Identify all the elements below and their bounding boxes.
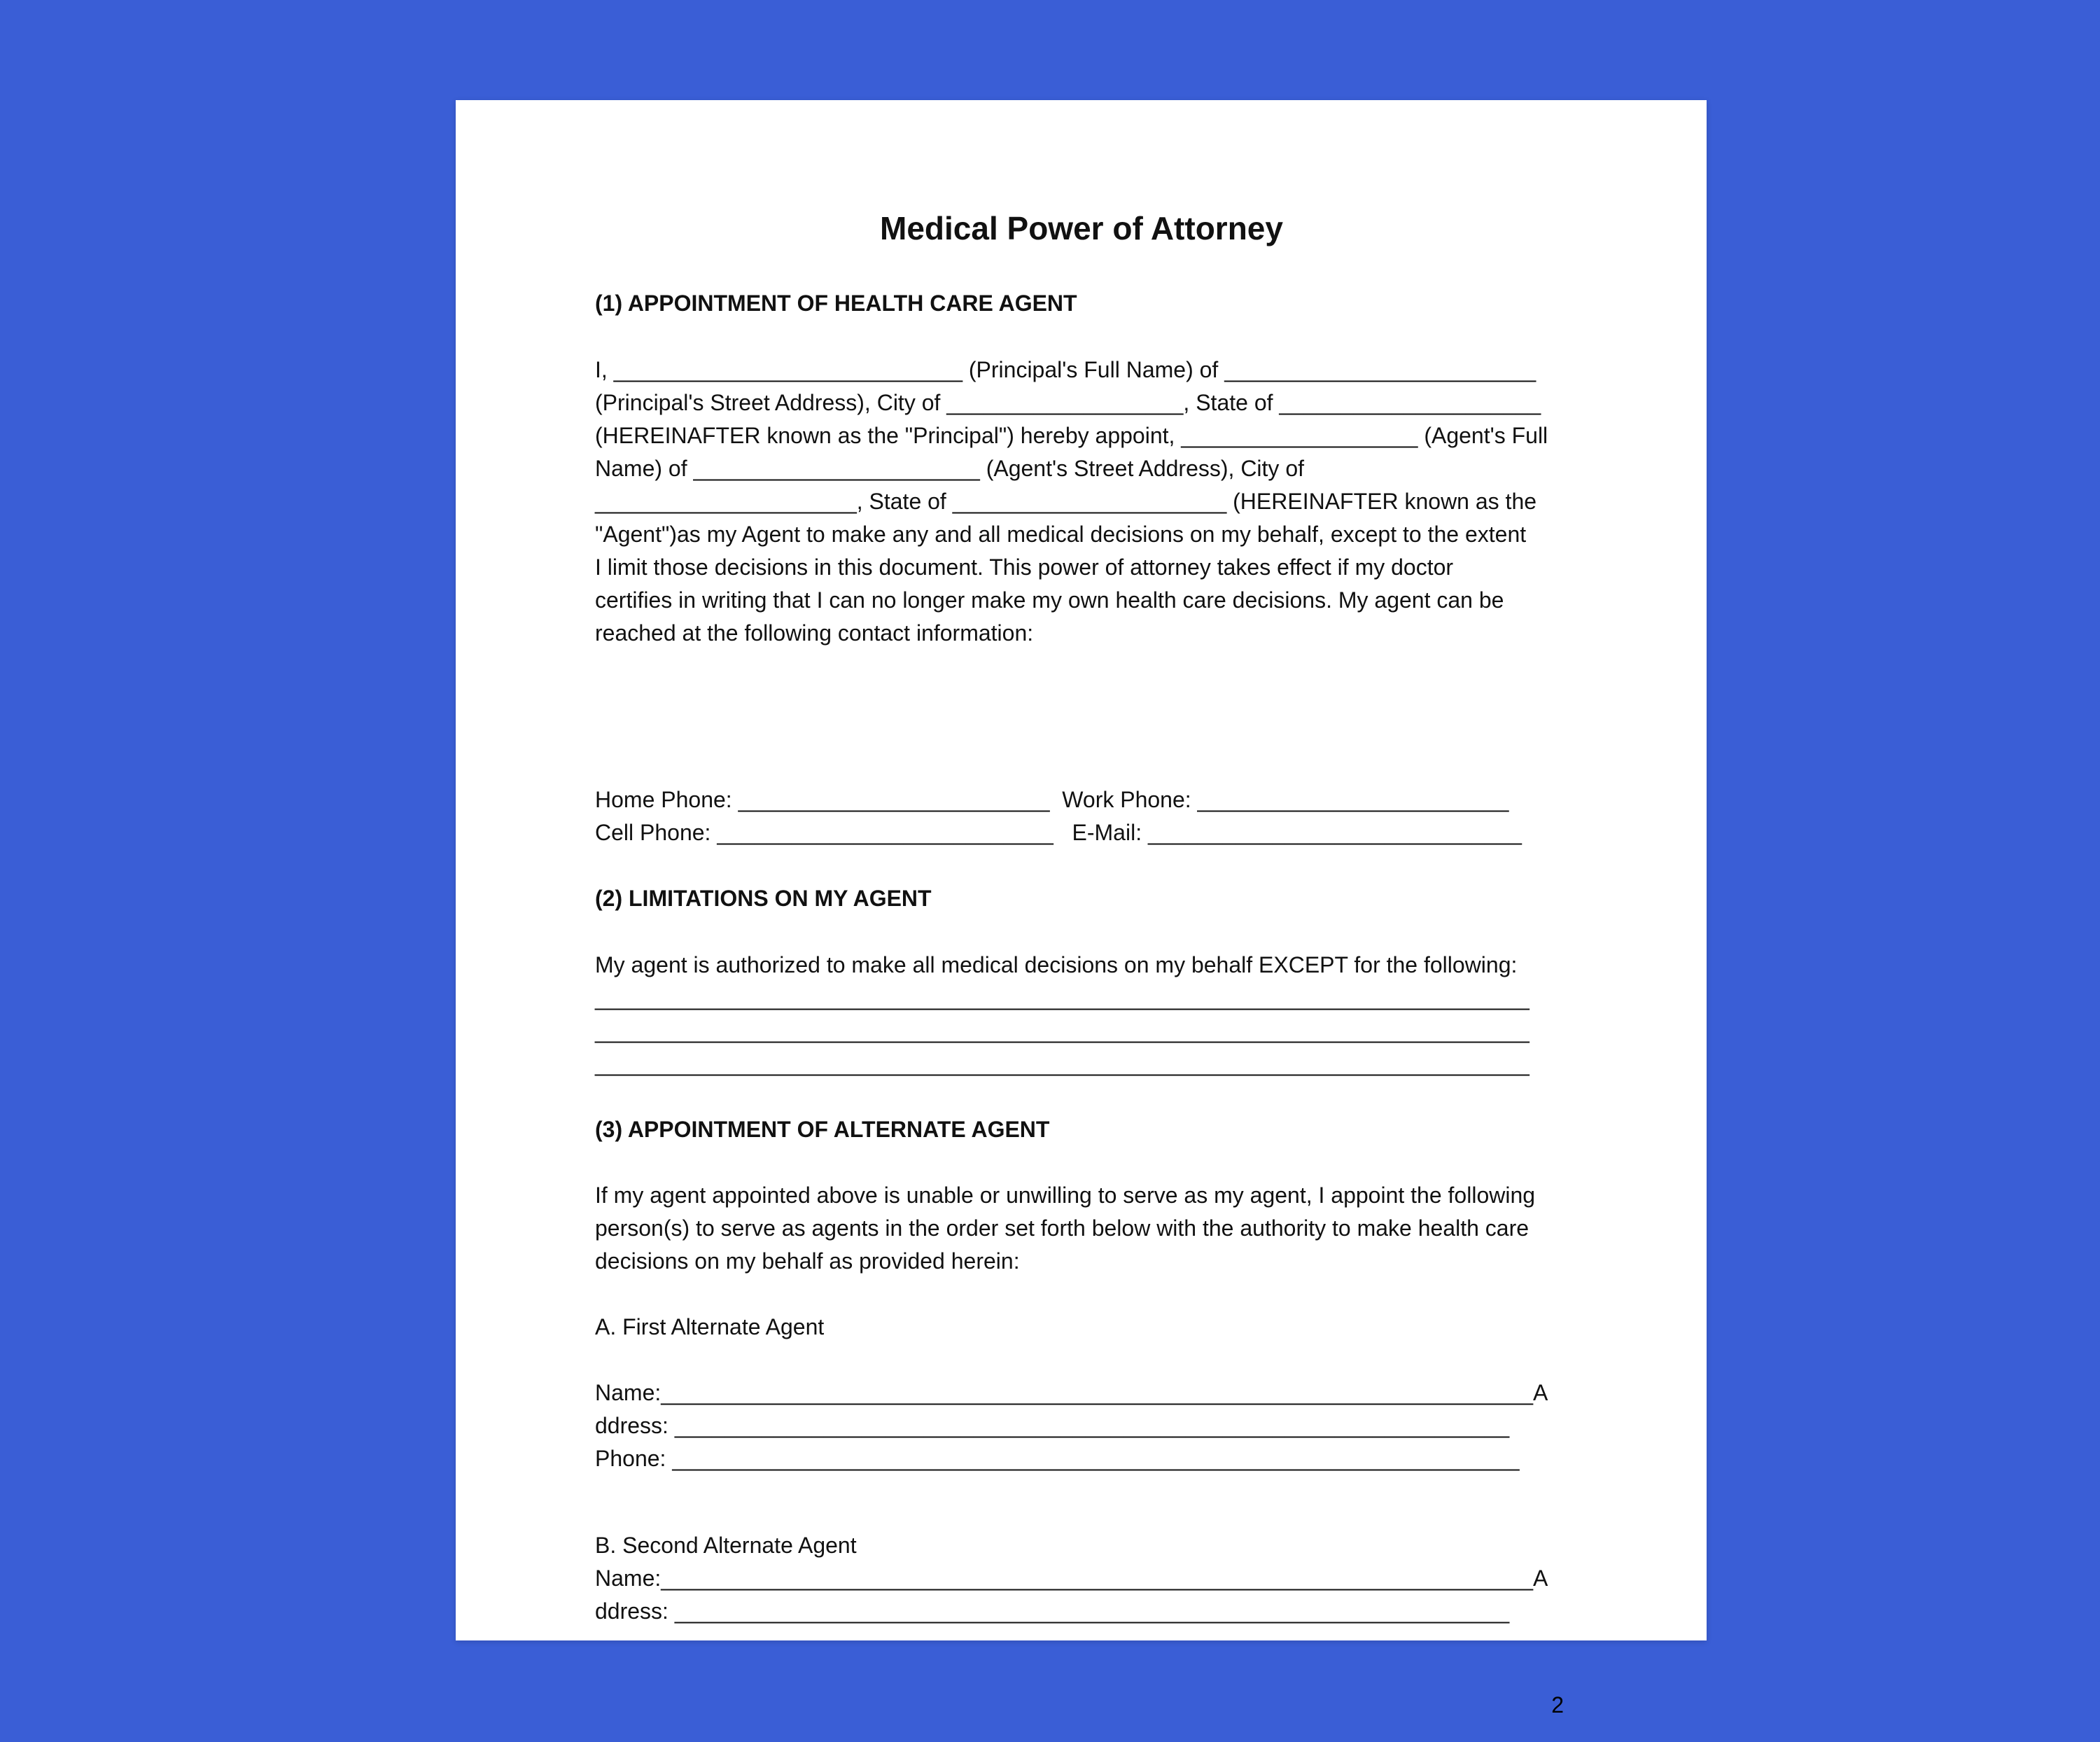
paragraph-line: My agent is authorized to make all medical decisions on my behalf EXCEPT for the following: (595, 952, 1518, 977)
second-alternate-block (595, 1529, 1568, 1628)
paragraph-line: _____________________, State of ______________________ (HEREINAFTER known as the (595, 489, 1537, 514)
name-address-field-line: Name:______________________________________________________________________A (595, 1380, 1548, 1405)
blank-line: ___________________________________________________________________________ (595, 985, 1530, 1010)
address-field-line: ddress: ___________________________________________________________________ (595, 1598, 1510, 1624)
paragraph-line: I limit those decisions in this document. This power of attorney takes effect if my doctor (595, 555, 1454, 580)
paragraph-line: If my agent appointed above is unable or unwilling to serve as my agent, I appoint the following (595, 1183, 1536, 1208)
section-1-paragraph (595, 354, 1568, 650)
paragraph-line: "Agent")as my Agent to make any and all medical decisions on my behalf, except to the extent (595, 522, 1527, 547)
blank-line: ___________________________________________________________________________ (595, 1018, 1530, 1043)
paragraph-line: person(s) to serve as agents in the order set forth below with the authority to make health care (595, 1215, 1530, 1241)
name-address-field-line: Name:______________________________________________________________________A (595, 1566, 1548, 1591)
paragraph-line: (HEREINAFTER known as the "Principal") hereby appoint, ___________________ (Agent's Full (595, 423, 1548, 448)
paragraph-line: decisions on my behalf as provided herein: (595, 1248, 1020, 1274)
address-field-line: ddress: ___________________________________________________________________ (595, 1413, 1510, 1438)
paragraph-line: certifies in writing that I can no longer make my own health care decisions. My agent can be (595, 587, 1504, 613)
contact-cell-email-line: Cell Phone: ___________________________ E-Mail: ______________________________ (595, 820, 1522, 845)
paragraph-line: I, ____________________________ (Principal's Full Name) of _________________________ (595, 357, 1536, 382)
section-2-heading: (2) LIMITATIONS ON MY AGENT (595, 886, 932, 911)
section-2-paragraph (595, 949, 1568, 1080)
section-3-heading: (3) APPOINTMENT OF ALTERNATE AGENT (595, 1117, 1050, 1142)
blank-line: ___________________________________________________________________________ (595, 1051, 1530, 1076)
phone-field-line: Phone: ____________________________________________________________________ (595, 1446, 1520, 1471)
section-1-heading: (1) APPOINTMENT OF HEALTH CARE AGENT (595, 291, 1077, 316)
second-alternate-label: B. Second Alternate Agent (595, 1533, 857, 1558)
paragraph-line: reached at the following contact information: (595, 620, 1034, 646)
document-title: Medical Power of Attorney (880, 210, 1283, 246)
contact-phone-line: Home Phone: _________________________ Work Phone: _________________________ (595, 787, 1509, 812)
first-alternate-label: A. First Alternate Agent (595, 1314, 825, 1339)
document-page (456, 100, 1707, 1717)
first-alternate-fields (595, 1377, 1568, 1475)
paragraph-line: (Principal's Street Address), City of ___________________, State of _____________________ (595, 390, 1541, 415)
paragraph-line: Name) of _______________________ (Agent's Street Address), City of (595, 456, 1304, 481)
contact-info-block (595, 783, 1568, 849)
page-number: 2 (1551, 1692, 1564, 1717)
section-3-paragraph (595, 1179, 1568, 1278)
